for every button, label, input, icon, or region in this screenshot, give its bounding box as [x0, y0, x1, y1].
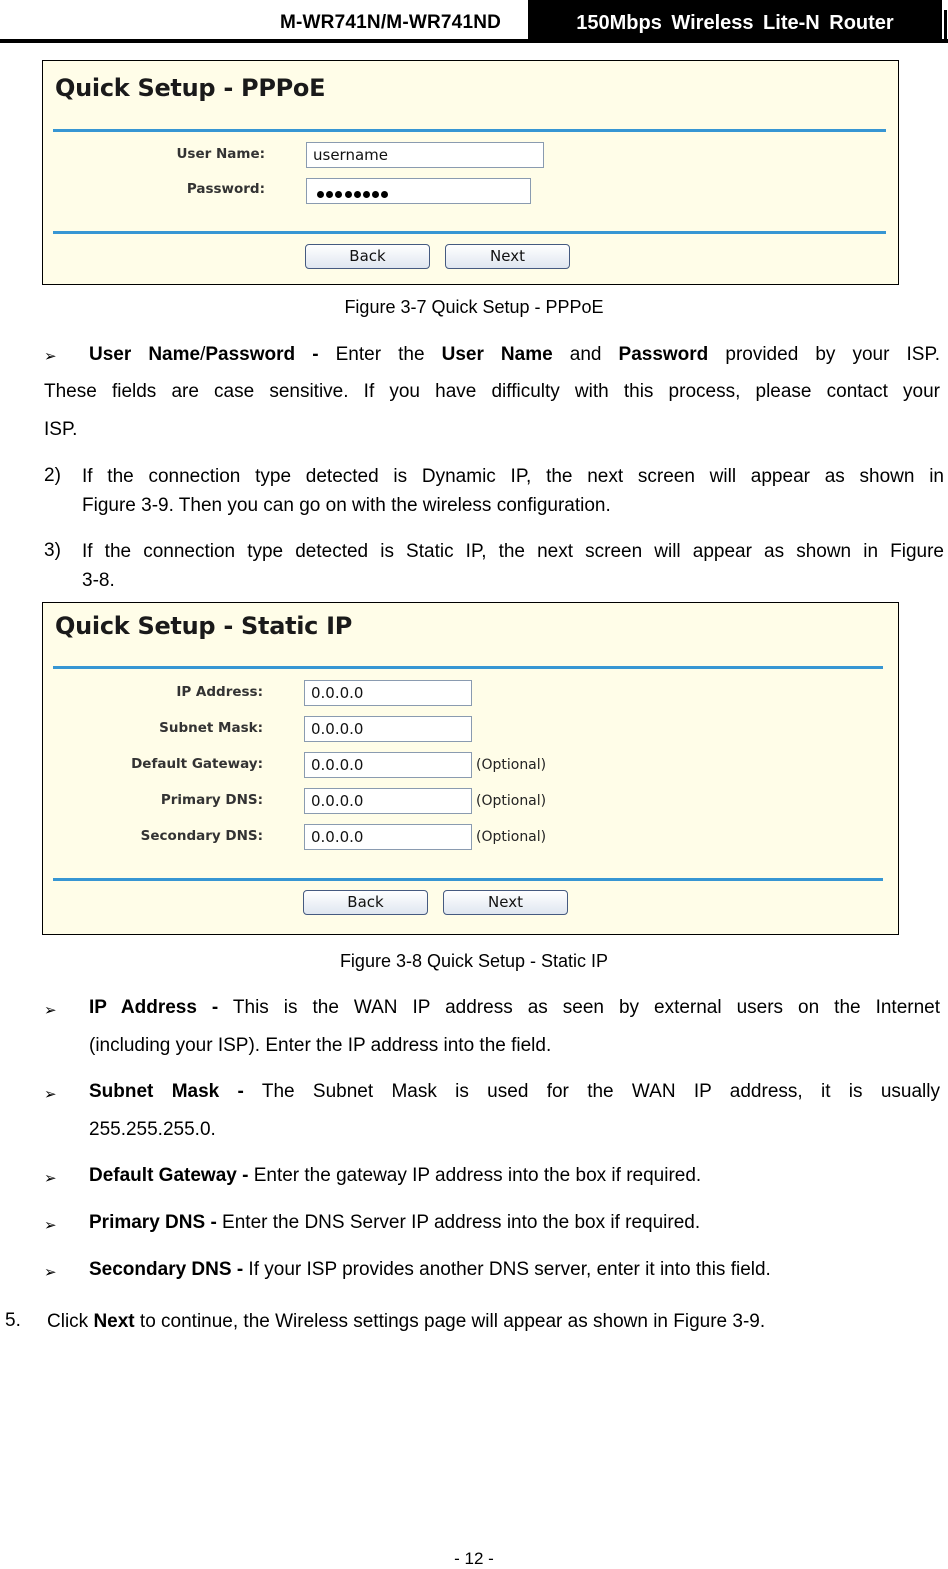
- page-header: [0, 0, 948, 42]
- primary-dns-optional-note: (Optional): [476, 793, 547, 809]
- figure-pppoe-panel: [42, 60, 899, 285]
- subnet-mask-desc-line1: [89, 1080, 940, 1104]
- ip-address-label: IP Address:: [176, 684, 263, 700]
- slash: /: [200, 344, 206, 365]
- text: Click: [47, 1311, 94, 1332]
- password-dot: [354, 191, 361, 198]
- header-edge-mark: [944, 10, 947, 43]
- item-3-line1: If the connection type detected is Static IP, the next screen will appear as shown in Figure: [82, 541, 944, 562]
- subnet-mask-label: Subnet Mask:: [159, 720, 263, 736]
- password-dot: [345, 191, 352, 198]
- password-dot: [326, 191, 333, 198]
- password-label: Password:: [186, 181, 265, 197]
- password-dot: [363, 191, 370, 198]
- term-next: Next: [93, 1311, 135, 1332]
- user-password-para-line2: These fields are case sensitive. If you have difficulty with this process, please contact your: [44, 381, 940, 402]
- user-name-label: User Name:: [176, 146, 265, 162]
- term-secondary-dns: Secondary DNS -: [89, 1259, 244, 1280]
- user-name-input[interactable]: username: [306, 142, 544, 168]
- back-button[interactable]: Back: [303, 890, 428, 915]
- pppoe-title: Quick Setup - PPPoE: [55, 74, 326, 102]
- ip-address-input[interactable]: 0.0.0.0: [304, 680, 472, 706]
- default-gateway-desc: [89, 1164, 701, 1188]
- step-5-number: 5.: [5, 1310, 21, 1331]
- term-ip-address: IP Address -: [89, 997, 219, 1018]
- bullet-arrow-icon: ➢: [44, 1217, 57, 1234]
- password-dot: [372, 191, 379, 198]
- subnet-mask-input[interactable]: 0.0.0.0: [304, 716, 472, 742]
- term-user-name-2: User Name: [441, 344, 553, 365]
- next-button[interactable]: Next: [445, 244, 570, 269]
- secondary-dns-label: Secondary DNS:: [140, 828, 263, 844]
- user-password-para-line1: [89, 343, 940, 367]
- subnet-mask-desc-line2: 255.255.255.0.: [89, 1119, 216, 1140]
- password-dot: [317, 191, 324, 198]
- text: Enter the gateway IP address into the box if required.: [248, 1165, 702, 1186]
- bottom-divider: [53, 878, 883, 881]
- term-user-name: User Name: [89, 344, 201, 365]
- bullet-arrow-icon: ➢: [44, 348, 57, 365]
- page-number: - 12 -: [454, 1549, 494, 1568]
- header-product: 150Mbps Wireless Lite-N Router: [576, 12, 894, 34]
- term-primary-dns: Primary DNS -: [89, 1212, 217, 1233]
- back-button[interactable]: Back: [305, 244, 430, 269]
- top-divider: [53, 666, 883, 669]
- item-2-line1: If the connection type detected is Dynamic IP, the next screen will appear as shown in: [82, 466, 944, 487]
- header-model: M-WR741N/M-WR741ND: [280, 12, 502, 33]
- figure-3-7-caption: Figure 3-7 Quick Setup - PPPoE: [344, 297, 604, 317]
- term-password: Password -: [205, 344, 319, 365]
- item-3-line2: 3-8.: [82, 570, 115, 591]
- text: to continue, the Wireless settings page will appear as shown in Figure 3-9.: [134, 1311, 766, 1332]
- bottom-divider: [53, 231, 886, 234]
- password-input[interactable]: [306, 178, 531, 204]
- figure-static-ip-panel: [42, 602, 899, 935]
- text: If your ISP provides another DNS server, enter it into this field.: [243, 1259, 771, 1280]
- secondary-dns-optional-note: (Optional): [476, 829, 547, 845]
- text: provided by your ISP.: [708, 344, 940, 365]
- top-divider: [53, 129, 886, 132]
- default-gateway-input[interactable]: 0.0.0.0: [304, 752, 472, 778]
- bullet-arrow-icon: ➢: [44, 1002, 57, 1019]
- ip-address-desc-line1: [89, 996, 940, 1020]
- text: Enter the: [318, 344, 442, 365]
- password-mask: [317, 184, 391, 202]
- item-2-line2: Figure 3-9. Then you can go on with the wireless configuration.: [82, 495, 611, 516]
- gateway-optional-note: (Optional): [476, 757, 547, 773]
- item-3-number: 3): [44, 540, 61, 561]
- bullet-arrow-icon: ➢: [44, 1086, 57, 1103]
- secondary-dns-desc: [89, 1258, 771, 1282]
- default-gateway-label: Default Gateway:: [131, 756, 263, 772]
- term-default-gateway: Default Gateway -: [89, 1165, 249, 1186]
- header-rule: [0, 39, 948, 43]
- user-password-para-line3: ISP.: [44, 419, 78, 440]
- text: and: [552, 344, 619, 365]
- password-dot: [335, 191, 342, 198]
- next-button[interactable]: Next: [443, 890, 568, 915]
- figure-3-8-caption: Figure 3-8 Quick Setup - Static IP: [339, 951, 609, 971]
- bullet-arrow-icon: ➢: [44, 1170, 57, 1187]
- static-ip-title: Quick Setup - Static IP: [55, 612, 353, 640]
- text: The Subnet Mask is used for the WAN IP address, it is usually: [243, 1081, 940, 1102]
- password-dot: [381, 191, 388, 198]
- term-subnet-mask: Subnet Mask -: [89, 1081, 244, 1102]
- step-5-text: [47, 1310, 765, 1334]
- item-2-number: 2): [44, 465, 61, 486]
- primary-dns-label: Primary DNS:: [160, 792, 263, 808]
- secondary-dns-input[interactable]: 0.0.0.0: [304, 824, 472, 850]
- primary-dns-desc: [89, 1211, 700, 1235]
- ip-address-desc-line2: (including your ISP). Enter the IP address into the field.: [89, 1035, 552, 1056]
- primary-dns-input[interactable]: 0.0.0.0: [304, 788, 472, 814]
- text: This is the WAN IP address as seen by external users on the Internet: [218, 997, 940, 1018]
- term-password-2: Password: [618, 344, 709, 365]
- bullet-arrow-icon: ➢: [44, 1264, 57, 1281]
- text: Enter the DNS Server IP address into the box if required.: [216, 1212, 701, 1233]
